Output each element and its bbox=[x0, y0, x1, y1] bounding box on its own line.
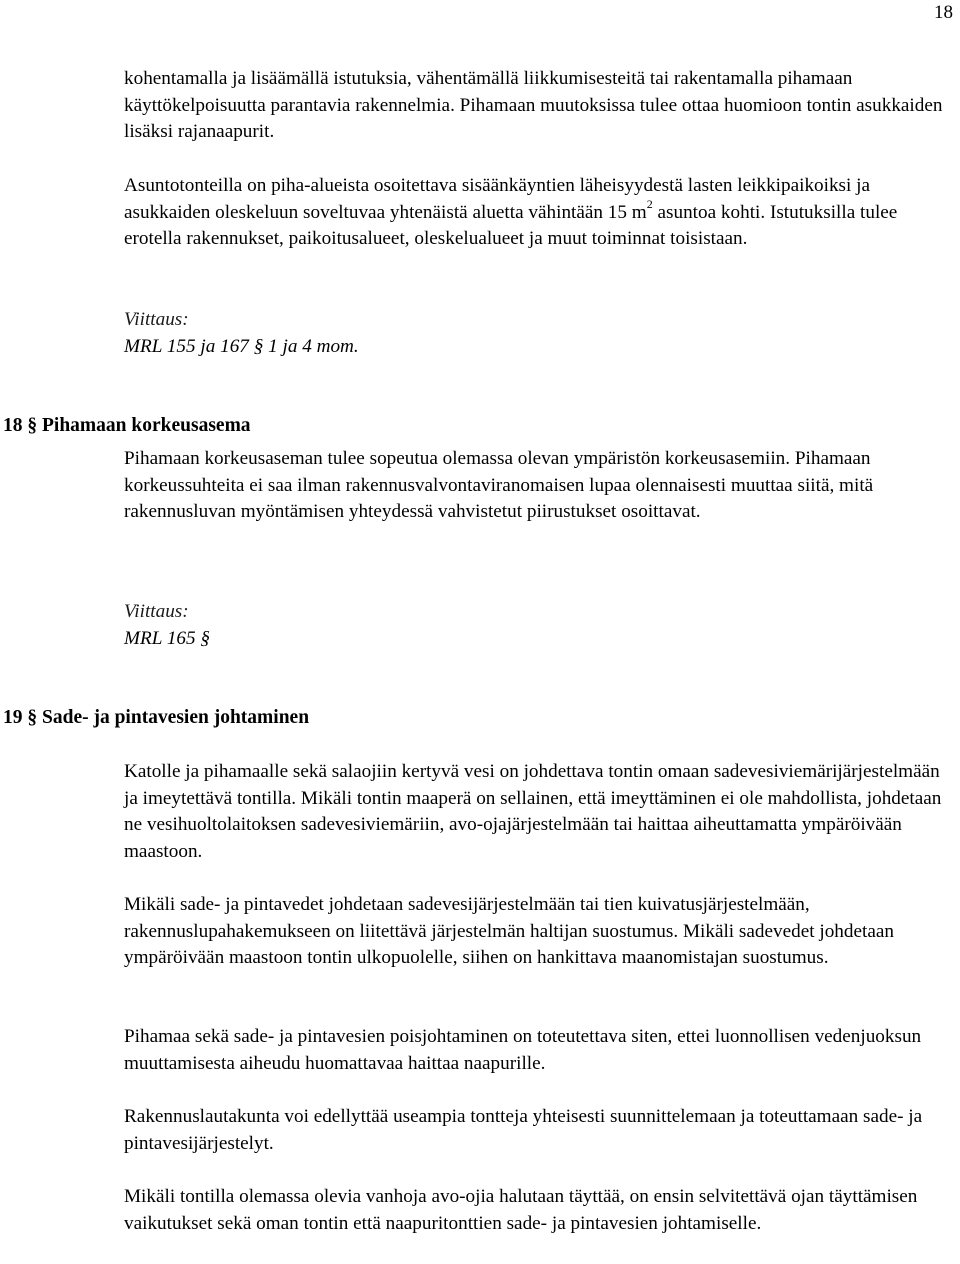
section-18-paragraph bbox=[124, 446, 954, 526]
section-19-paragraph-2-text: Mikäli sade- ja pintavedet johdetaan sadevesijärjestelmään tai tien kuivatusjärjestelmään, rakennuslupahakemukseen on liitettävä järjestelmän haltijan suostumus. Mikäli sadevedet johdetaan ympäröivään maastoon tontin ulkopuolelle, siihen on hankittava maanomistajan suostumus. bbox=[124, 894, 894, 968]
superscript-2: 2 bbox=[646, 197, 653, 212]
intro-paragraph-2-part-a: Asuntotonteilla on piha-alueista osoitettava sisäänkäyntien läheisyydestä lasten leikkipaikoiksi ja asukkaiden oleskeluun soveltuvaa yhtenäistä aluetta vähintään 15 m bbox=[124, 175, 870, 223]
section-18-paragraph-text: Pihamaan korkeusaseman tulee sopeutua olemassa olevan ympäristön korkeusasemiin. Pihamaan korkeussuhteita ei saa ilman rakennusvalvontaviranomaisen lupaa olennaisesti muuttaa siitä, mitä rakennusluvan myöntämisen yhteydessä vahvistetut piirustukset osoittavat. bbox=[124, 448, 874, 522]
reference-label: Viittaus: bbox=[124, 309, 189, 330]
section-19-paragraph-3-text: Pihamaa sekä sade- ja pintavesien poisjohtaminen on toteutettava siten, ettei luonnollisen vedenjuoksun muuttamisesta aiheudu huomattavaa haittaa naapurille. bbox=[124, 1026, 922, 1074]
page-number: 18 bbox=[934, 2, 953, 23]
intro-reference bbox=[124, 307, 954, 360]
section-18-heading: 18 § Pihamaan korkeusasema bbox=[3, 415, 251, 436]
intro-paragraph-1-text: kohentamalla ja lisäämällä istutuksia, vähentämällä liikkumisesteitä tai rakentamalla pihamaan käyttökelpoisuutta parantavia rakennelmia. Pihamaan muutoksissa tulee ottaa huomioon tontin asukkaiden lisäksi rajanaapurit. bbox=[124, 68, 943, 142]
section-19-paragraph-5 bbox=[124, 1184, 954, 1237]
reference-text: MRL 155 ja 167 § 1 ja 4 mom. bbox=[124, 335, 359, 357]
reference-label: Viittaus: bbox=[124, 601, 189, 622]
section-19-paragraph-1-text: Katolle ja pihamaalle sekä salaojiin kertyvä vesi on johdettava tontin omaan sadevesiviemärijärjestelmään ja imeytettävä tontilla. Mikäli tontin maaperä on sellainen, että imeyttäminen ei ole mahdollista, johdetaan ne vesihuoltolaitoksen sadevesiviemäriin, avo-ojajärjestelmään tai haittaa aiheuttamatta ympäröivään maastoon. bbox=[124, 761, 942, 862]
section-19-paragraph-1 bbox=[124, 759, 954, 865]
section-19-paragraph-4 bbox=[124, 1104, 954, 1157]
intro-paragraph-2-part-b: asuntoa kohti. Istutuksilla tulee erotella rakennukset, paikoitusalueet, oleskelualueet ja muut toiminnat toisistaan. bbox=[124, 201, 898, 249]
section-19-paragraph-5-text: Mikäli tontilla olemassa olevia vanhoja avo-ojia halutaan täyttää, on ensin selvitettävä ojan täyttämisen vaikutukset sekä oman tontin että naapuritonttien sade- ja pintavesien johtamiselle. bbox=[124, 1186, 918, 1234]
intro-paragraph-2 bbox=[124, 173, 954, 253]
section-19-paragraph-3 bbox=[124, 1024, 954, 1077]
section-18-reference bbox=[124, 599, 954, 652]
section-19-paragraph-4-text: Rakennuslautakunta voi edellyttää useampia tontteja yhteisesti suunnittelemaan ja toteuttamaan sade- ja pintavesijärjestelyt. bbox=[124, 1106, 923, 1154]
section-19-heading: 19 § Sade- ja pintavesien johtaminen bbox=[3, 707, 310, 728]
intro-paragraph-1 bbox=[124, 66, 954, 146]
reference-text: MRL 165 § bbox=[124, 627, 210, 649]
section-19-paragraph-2 bbox=[124, 892, 954, 972]
intro-paragraph-2-text bbox=[124, 173, 954, 253]
